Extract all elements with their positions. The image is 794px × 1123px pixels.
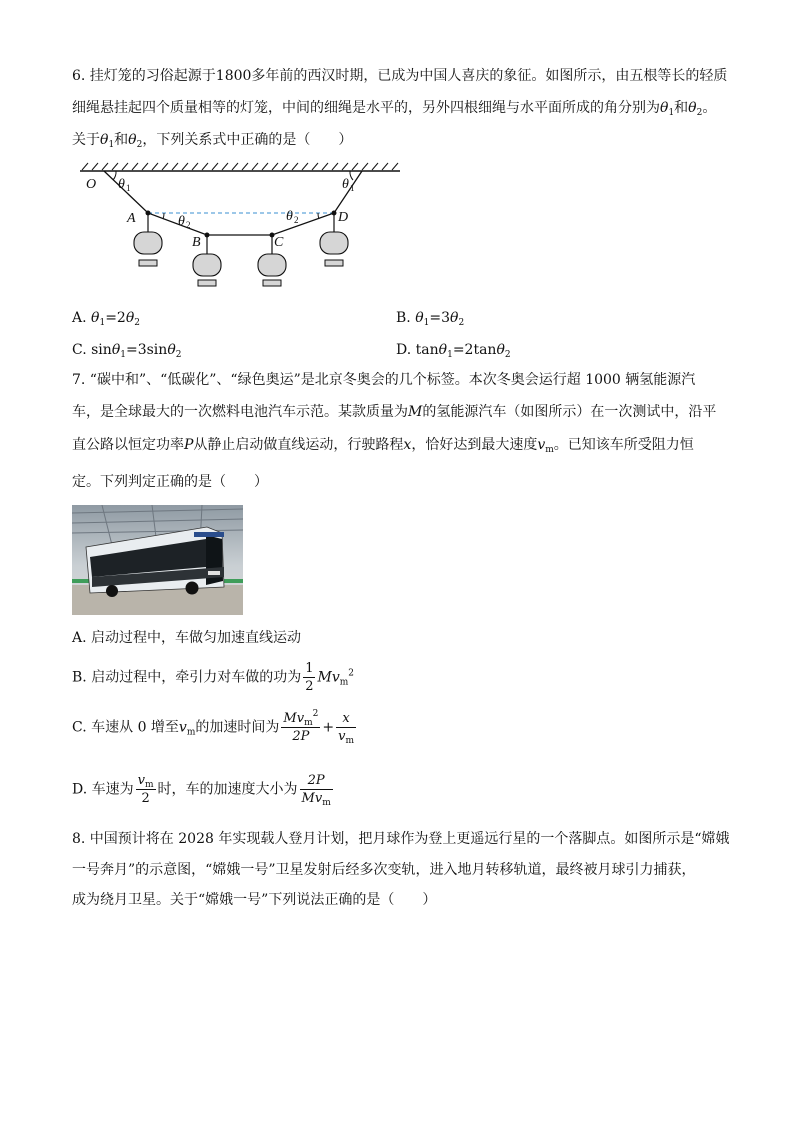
- sub-theta1-right: 1: [350, 183, 355, 193]
- subscript: m: [145, 780, 154, 790]
- hydrogen-bus-photo: [72, 505, 243, 615]
- subscript: 1: [108, 140, 115, 150]
- velocity-symbol: v: [137, 773, 145, 788]
- mass-symbol: M: [317, 669, 332, 686]
- q7-option-text: C. 车速从 0 增至: [72, 719, 179, 736]
- sin-text: sin: [91, 342, 112, 358]
- q7-option-d: [72, 772, 335, 807]
- subscript: m: [322, 798, 331, 808]
- q7-text: ，恰好达到最大速度: [411, 437, 538, 453]
- fraction-acceleration: [300, 772, 333, 807]
- subscript: 1: [99, 318, 106, 328]
- theta-symbol: θ: [128, 132, 137, 148]
- numerator: [300, 772, 333, 790]
- q8-line-2: 一号奔月”的示意图，“嫦娥一号”卫星发射后经多次变轨，进入地月转移轨道，最终被月球引力捕获，: [72, 862, 696, 878]
- subscript: m: [186, 727, 196, 738]
- lantern-b: [193, 254, 221, 286]
- sub-theta1-left: 1: [126, 183, 131, 193]
- tan-text: tan: [415, 342, 439, 358]
- power-term: 2P: [292, 729, 310, 744]
- q7-text: 的氢能源汽车（如图所示）在一次测试中，沿平: [422, 404, 717, 420]
- angle-arc-theta1-right: [350, 171, 353, 180]
- label-c: C: [274, 235, 284, 250]
- mass-symbol: M: [301, 791, 315, 806]
- q6-option-c: [72, 340, 181, 360]
- q6-option-a: [72, 308, 140, 328]
- theta-symbol: θ: [688, 100, 697, 116]
- theta-symbol: θ: [660, 100, 669, 116]
- string-path: [104, 171, 362, 235]
- theta-symbol: θ: [100, 132, 109, 148]
- q6-text: 。: [702, 100, 717, 116]
- fraction-half: [303, 660, 315, 695]
- q6-line-2: [72, 98, 732, 118]
- numerator: [136, 772, 156, 790]
- subscript: 2: [504, 350, 511, 360]
- q6-line-1: 6. 挂灯笼的习俗起源于1800多年前的西汉时期，已成为中国人喜庆的象征。如图所示，由五根等长的轻质: [72, 68, 728, 84]
- subscript: 1: [423, 318, 430, 328]
- equation-part: =3: [429, 310, 451, 326]
- q8-line-1: 8. 中国预计将在 2028 年实现载人登月计划，把月球作为登上更遥远行星的一个落脚点。如图所示是“嫦娥: [72, 831, 730, 847]
- lantern-d: [320, 232, 348, 266]
- front-wheel: [186, 582, 199, 595]
- rear-wheel: [106, 585, 118, 597]
- denominator: [281, 728, 320, 745]
- superscript: 2: [312, 709, 319, 719]
- power-symbol: P: [184, 437, 194, 453]
- label-theta1-right: θ: [342, 177, 349, 192]
- q7-line-2: [72, 402, 732, 422]
- q7-text: 。已知该车所受阻力恒: [553, 437, 694, 453]
- subscript: 2: [134, 318, 140, 328]
- velocity-symbol: v: [537, 437, 546, 453]
- numerator: [336, 710, 356, 728]
- q6-text: 细绳悬挂起四个质量相等的灯笼，中间的细绳是水平的，另外四根细绳与水平面所成的角分别为: [72, 100, 660, 116]
- velocity-symbol: v: [338, 729, 346, 744]
- label-theta2-left: θ: [178, 214, 185, 229]
- theta-symbol: θ: [125, 310, 135, 326]
- q7-text: 从静止启动做直线运动，行驶路程: [193, 437, 404, 453]
- q8-line-3: 成为绕月卫星。关于“嫦娥一号”下列说法正确的是（ ）: [72, 892, 437, 908]
- q7-line-1: 7. “碳中和”、“低碳化”、“绿色奥运”是北京冬奥会的几个标签。本次冬奥会运行超 1000 辆氢能源汽: [72, 372, 696, 388]
- numerator: 1: [305, 661, 314, 676]
- headlight: [208, 571, 220, 575]
- denominator: [336, 728, 356, 745]
- label-o: O: [86, 177, 97, 192]
- subscript: m: [304, 718, 313, 728]
- subscript: 2: [136, 140, 143, 150]
- hanger-lines: [148, 213, 334, 254]
- sub-theta2-right: 2: [294, 215, 299, 225]
- q7-option-c: [72, 710, 358, 745]
- velocity-symbol: v: [178, 719, 187, 736]
- power-term: 2P: [307, 773, 325, 788]
- theta-symbol: θ: [438, 342, 448, 358]
- equation-part: =2: [105, 310, 126, 326]
- subscript: 1: [447, 350, 453, 360]
- subscript: 1: [668, 108, 675, 118]
- q7-line-3: [72, 435, 732, 455]
- option-label: D.: [396, 342, 412, 358]
- theta-symbol: θ: [496, 342, 505, 358]
- label-b: B: [192, 235, 201, 250]
- q7-option-a: A. 启动过程中，车做匀加速直线运动: [72, 630, 302, 646]
- subscript: m: [345, 736, 354, 746]
- q7-text: 车，是全球最大的一次燃料电池汽车示范。某款质量为: [72, 404, 408, 420]
- sub-theta2-left: 2: [186, 220, 191, 230]
- denominator: 2: [141, 791, 150, 806]
- q7-option-text: B. 启动过程中，牵引力对车做的功为: [72, 669, 302, 686]
- q7-option-text: 时，车的加速度大小为: [157, 781, 298, 798]
- angle-arc-theta1-left: [113, 171, 116, 180]
- destination-display: [194, 532, 224, 537]
- q6-text: ，下列关系式中正确的是（ ）: [142, 132, 353, 148]
- plus-sign: +: [322, 719, 335, 736]
- q6-option-d: [396, 340, 511, 360]
- q7-option-text: 的加速时间为: [195, 719, 280, 736]
- lantern-c: [258, 254, 286, 286]
- label-a: A: [127, 211, 136, 226]
- q6-text: 和: [674, 100, 689, 116]
- superscript: 2: [348, 668, 355, 679]
- option-label: C.: [72, 342, 87, 358]
- angle-arc-theta2-left: [163, 213, 164, 219]
- subscript: 1: [120, 350, 126, 360]
- label-d: D: [338, 210, 349, 225]
- fraction-half-speed: [136, 772, 156, 807]
- q7-option-b: [72, 660, 354, 695]
- q7-line-4: 定。下列判定正确的是（ ）: [72, 474, 268, 490]
- subscript: m: [339, 677, 349, 688]
- q6-option-b: [396, 308, 464, 328]
- ceiling-hatching: [82, 163, 398, 170]
- label-theta2-right: θ: [286, 209, 293, 224]
- theta-symbol: θ: [415, 310, 424, 326]
- lantern-diagram: [72, 160, 412, 290]
- denominator: [300, 790, 333, 807]
- q6-text: 关于: [72, 132, 100, 148]
- fraction-distance: [336, 710, 356, 745]
- theta-symbol: θ: [167, 342, 176, 358]
- distance-symbol: x: [403, 437, 412, 453]
- subscript: m: [545, 445, 554, 455]
- q6-line-3: [72, 130, 732, 150]
- denominator: 2: [305, 679, 314, 694]
- subscript: 2: [458, 318, 465, 328]
- theta-symbol: θ: [111, 342, 121, 358]
- option-label: B.: [396, 310, 411, 326]
- numerator: [281, 710, 320, 728]
- theta-symbol: θ: [91, 310, 100, 326]
- mass-symbol: M: [283, 711, 297, 726]
- q7-option-text: D. 车速为: [72, 781, 134, 798]
- subscript: 2: [696, 108, 703, 118]
- velocity-symbol: v: [296, 711, 305, 726]
- lantern-a: [134, 232, 162, 266]
- velocity-symbol: v: [331, 669, 340, 686]
- label-theta1-left: θ: [118, 177, 125, 192]
- q6-text: 和: [114, 132, 129, 148]
- velocity-symbol: v: [314, 791, 323, 806]
- theta-symbol: θ: [450, 310, 459, 326]
- equation-part: =2: [452, 342, 474, 358]
- distance-symbol: x: [342, 711, 350, 726]
- sin-text: sin: [146, 342, 168, 358]
- equation-part: =3: [125, 342, 147, 358]
- mass-symbol: M: [408, 404, 423, 420]
- option-label: A.: [72, 310, 87, 326]
- fraction-kinetic: [281, 710, 320, 745]
- q7-text: 直公路以恒定功率: [72, 437, 184, 453]
- subscript: 2: [175, 350, 182, 360]
- tan-text: tan: [473, 342, 497, 358]
